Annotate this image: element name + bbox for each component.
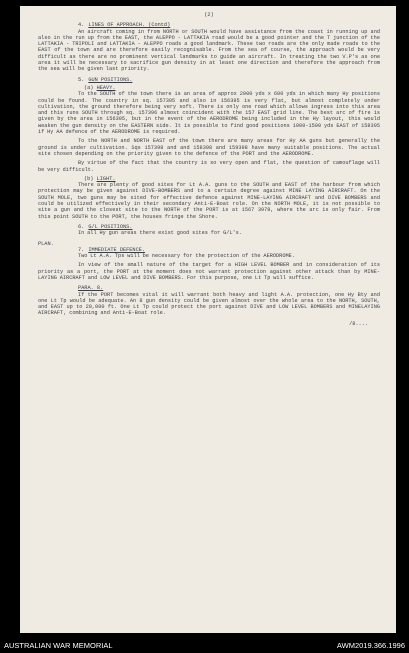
section-title: IMMEDIATE DEFENCE.: [88, 246, 146, 253]
section-para-8: [38, 285, 380, 316]
subsection-label: (b): [84, 175, 94, 182]
subsection-label: (a): [84, 84, 94, 91]
paragraph: By virtue of the fact that the country is so very open and flat, the question of camouflage will be very difficult.: [38, 160, 380, 173]
continuation-mark: /8....: [349, 320, 368, 327]
footer-accession-number: AWM2019.366.1996: [336, 641, 405, 650]
section-5: [38, 77, 380, 220]
footer-institution: AUSTRALIAN WAR MEMORIAL: [4, 641, 113, 650]
section-title: PARA. 8.: [78, 285, 104, 292]
archive-footer: [0, 639, 409, 653]
paragraph: An aircraft coming in from NORTH or SOUTH would have assistance from the coast in running up and also in the run up from the EAST, the ALEPPO - LATTAKIA road would be a good pointer and the T junction of the LATTAKIA - TRIPOLI and LATTAKIA - ALEPPO roads a good landmark. These two roads are the only made roads to the EAST of the town and are therefore easily recognisable. From the sea of course, the approach would be very difficult as there are no prominent vertical landmarks to guide an aircraft. In treating the two V.P's as one area it will be necessary to sacrifice gun density in at least one direction and therefore the approach from the sea will be given last priority.: [38, 28, 380, 73]
section-title: G/L POSITIONS.: [88, 223, 133, 230]
section-title: GUN POSITIONS.: [88, 76, 133, 83]
paragraph: In all Hy gun areas there exist good sites for G/L's.: [78, 230, 242, 237]
paragraph: To the SOUTH of the town there is an area of approx 2000 yds x 600 yds in which many Hy positions could be found. The country in sq. 157395 and also in 156395 is very flat, but almost completely under cultivation, the ground therefore being very soft. There is only one road which allows ingress into this area and this runs SOUTH through sq. 157396 almost coincident with the 157 EAST grid line. The best arc of fire is given by the area in 156395, but in the event of the AERODROME being included in the Hy layout, this would weaken the gun density on the EASTERN side. It is possible to find good positions 1000-1500 yds EAST of 158395 if Hy AA defence of the AERODROME is required.: [38, 91, 380, 136]
document-page: [20, 6, 396, 633]
section-number: 7.: [78, 246, 85, 253]
paragraph: In view of the small nature of the target for a HIGH LEVEL BOMBER and in consideration of its priority as a port, the PORT at the moment does not warrant protection against other attack than by MINE-LAYING AIRCRAFT and LOW LEVEL and DIVE BOMBERS. For this purpose, one Lt Tp will suffice.: [38, 262, 380, 281]
section-number: 6.: [78, 223, 85, 230]
section-number: 5.: [78, 76, 85, 83]
section-7: [38, 241, 380, 282]
subsection-title: HEAVY.: [96, 84, 116, 91]
subsection-title: LIGHT.: [96, 175, 116, 182]
page-number: (2): [204, 12, 214, 18]
section-number: 4.: [78, 22, 85, 29]
section-4: [38, 22, 380, 72]
side-heading: PLAN.: [38, 240, 54, 247]
paragraph: Two Lt A.A. Tps will be necessary for the protection of the AERODROME.: [78, 253, 295, 260]
paragraph: There are plenty of good sites for Lt A.A. guns to the SOUTH and EAST of the harbour from which protection may be given against DIVE-BOMBERS and to a certain degree against MINE LAYING AIRCRAFT. On the SOUTH MOLE, two guns may be sited for effective defence against MINE-LAYING AIRCRAFT and DIVE BOMBERS and could be utilized effectively in their secondary Anti-E-Boat role. On the NORTH MOLE, it is not possible to site a gun and the closest site to the NORTH of the PORT is at 1567 3978, where the arc is only fair. From this point SOUTH to the PORT, the houses fringe the Shore.: [38, 182, 380, 220]
paragraph: If the PORT becomes vital it will warrant both heavy and light A.A. protection, one Hy Bty and one Lt Tp would be adequate. An 8 gun density could be given almost over the whole area to the NORTH, SOUTH, and EAST up to 20,000 ft. One Lt Tp could protect the port against DIVE and LOW LEVEL BOMBERS and MINELAYING AIRCRAFT, combining and Anti-E-Boat role.: [38, 291, 380, 317]
paragraph: To the NORTH and NORTH EAST of the town there are many areas for Hy AA guns but generally the ground is under cultivation. Sqs 157398 and and 158398 and 159398 have many suitable positions. The actual site chosen depending on the priority given to the defence of the PORT and the AERODROME.: [38, 138, 380, 157]
section-heading: [78, 77, 380, 83]
section-6: [38, 224, 380, 237]
section-title: LINES OF APPROACH. (Contd): [88, 22, 171, 29]
